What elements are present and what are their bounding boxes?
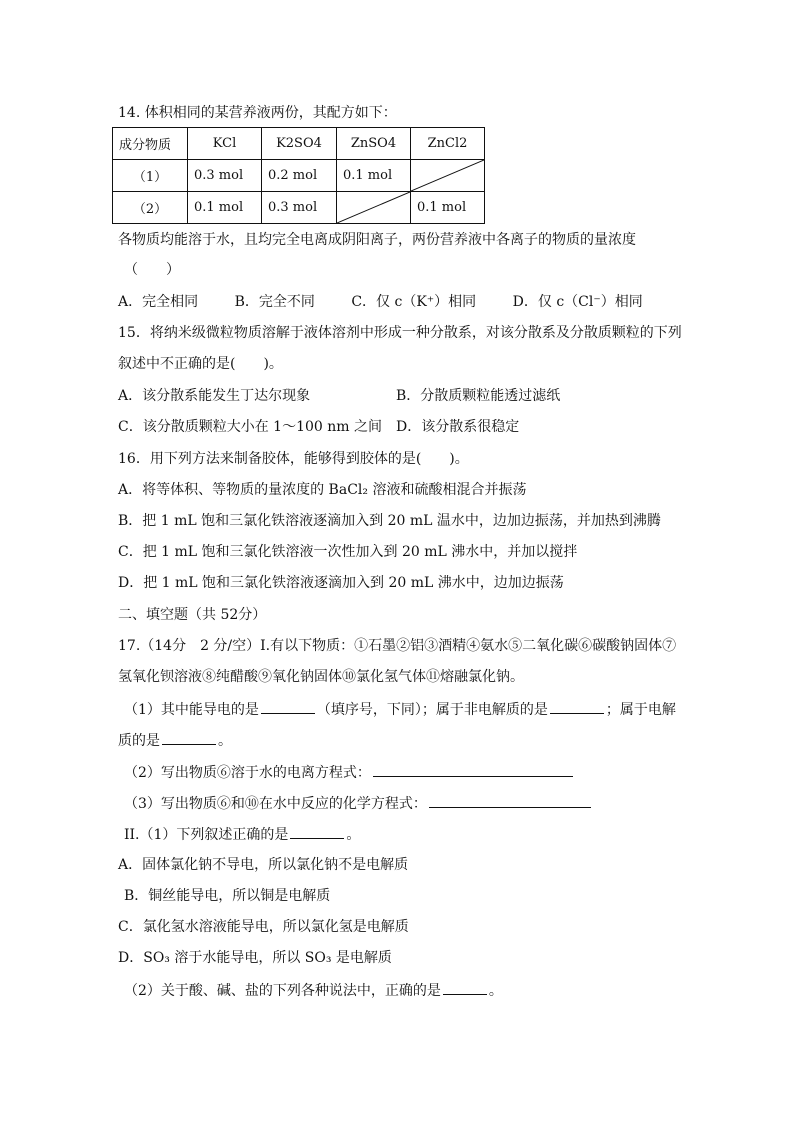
answer-blank[interactable] [373,762,573,777]
q14-option-b: B．完全不同 [234,294,315,310]
text-segment: （填序号，下同）；属于非电解质的是 [316,702,548,718]
q15-options-cd [118,417,519,437]
text-segment: （2）写出物质⑥溶于水的电离方程式： [124,765,371,781]
q17-part1 [124,699,676,720]
empty-diagonal-cell [411,160,485,192]
table-header-row [113,128,485,160]
table-row [113,160,485,192]
header-cell: KCl [188,128,262,160]
q17-ii-option-a: A．固体氯化钠不导电，所以氯化钠不是电解质 [118,857,409,873]
text-segment: 。 [218,733,232,749]
table-cell: 0.1 mol [337,160,411,192]
q17-ii-part2 [124,980,503,1001]
text-segment: （1）其中能导电的是 [124,702,259,718]
header-cell: ZnSO4 [337,128,411,160]
text-segment: ；属于电解 [605,702,676,718]
table-cell: 0.1 mol [411,192,485,224]
q15-option-c: C．该分散质颗粒大小在 1～100 nm 之间 [118,419,382,435]
q17-part3 [124,793,593,814]
table-cell: 0.1 mol [188,192,262,224]
row-label: （2） [113,192,188,224]
answer-blank[interactable] [162,730,216,745]
table-cell: 0.2 mol [262,160,337,192]
q17-ii-part1 [124,824,360,845]
q17-part2 [124,762,575,783]
q14-stem: 14. 体积相同的某营养液两份，其配方如下： [118,105,397,121]
q16-option-c: C．把 1 mL 饱和三氯化铁溶液一次性加入到 20 mL 沸水中，并加以搅拌 [118,544,578,560]
q15-option-a: A．该分散系能发生丁达尔现象 [118,388,311,404]
answer-blank[interactable] [290,824,344,839]
q17-ii-option-d: D．SO₃ 溶于水能导电，所以 SO₃ 是电解质 [118,950,392,966]
q16-stem: 16．用下列方法来制备胶体，能够得到胶体的是( )。 [118,451,469,467]
header-cell: ZnCl2 [411,128,485,160]
answer-blank[interactable] [550,699,604,714]
table-row [113,192,485,224]
header-cell: K2SO4 [262,128,337,160]
q17-line1: 17.（14分 2 分/空）I.有以下物质：①石墨②铝③酒精④氨水⑤二氧化碳⑥碳酸钠固体⑦ [118,638,677,654]
q15-options-ab [118,386,560,406]
table-cell: 0.3 mol [188,160,262,192]
answer-blank[interactable] [261,699,315,714]
q14-line2: 各物质均能溶于水，且均完全电离成阴阳离子，两份营养液中各离子的物质的量浓度 [118,232,636,248]
answer-blank[interactable] [429,793,591,808]
q14-paren: （ ） [124,262,180,278]
section-title: 二、填空题（共 52分） [118,607,267,623]
q14-option-d: D．仅 c（Cl⁻）相同 [512,294,643,310]
text-segment: （3）写出物质⑥和⑩在水中反应的化学方程式： [124,796,427,812]
empty-diagonal-cell [337,192,411,224]
q17-ii-option-c: C．氯化氢水溶液能导电，所以氯化氢是电解质 [118,919,409,935]
nutrient-table [112,127,485,224]
q14-option-a: A．完全相同 [118,294,199,310]
q14-option-c: C．仅 c（K⁺）相同 [351,294,477,310]
text-segment: 。 [346,827,361,843]
text-segment: （2）关于酸、碱、盐的下列各种说法中，正确的是 [124,983,441,999]
q16-option-d: D．把 1 mL 饱和三氯化铁溶液逐滴加入到 20 mL 沸水中，边加边振荡 [118,575,564,591]
q16-option-b: B．把 1 mL 饱和三氯化铁溶液逐滴加入到 20 mL 温水中，边加边振荡，并加热到沸腾 [118,513,661,529]
q17-ii-option-b: B．铜丝能导电，所以铜是电解质 [124,888,331,904]
header-cell: 成分物质 [113,128,188,160]
q14-options [118,292,643,312]
table-cell: 0.3 mol [262,192,337,224]
q15-line1: 15．将纳米级微粒物质溶解于液体溶剂中形成一种分散系，对该分散系及分散质颗粒的下列 [118,325,682,341]
q15-option-b: B．分散质颗粒能透过滤纸 [396,388,561,404]
text-segment: 。 [488,983,503,999]
q17-part1-cont [118,730,232,751]
text-segment: 质的是 [118,733,160,749]
q17-line2: 氢氧化钡溶液⑧纯醋酸⑨氧化钠固体⑩氯化氢气体⑪熔融氯化钠。 [118,669,524,685]
row-label: （1） [113,160,188,192]
q15-option-d: D．该分散系很稳定 [396,419,520,435]
q15-line2: 叙述中不正确的是( )。 [118,356,283,372]
text-segment: II.（1）下列叙述正确的是 [124,827,289,843]
answer-blank[interactable] [443,980,487,995]
q16-option-a: A．将等体积、等物质的量浓度的 BaCl₂ 溶液和硫酸相混合并振荡 [118,482,527,498]
